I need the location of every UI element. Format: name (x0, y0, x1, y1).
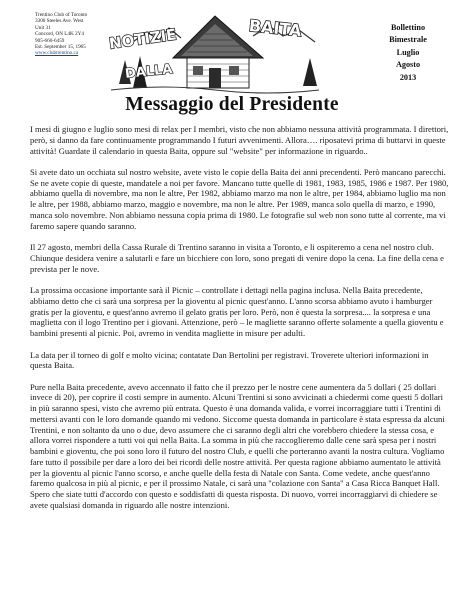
club-established: Est. September 15, 1965 (35, 44, 86, 51)
issue-year: 2013 (399, 72, 417, 82)
newsletter-label: Bollettino (390, 23, 426, 32)
newsletter-issue-block (368, 22, 448, 84)
paragraph-cassa-rurale: Il 27 agosto, membri della Cassa Rurale di Trentino saranno in visita a Toronto, e li ospiteremo a cena nel nostro club. Chiunque desidera venire a salutarli e fare un bicchiere con loro, sono pregati di venire dopo la cena. La fine della cena e prevista per le nove. (30, 242, 444, 274)
issue-month-1: Luglio (396, 47, 420, 57)
paragraph-intro: I mesi di giugno e luglio sono mesi di relax per I membri, visto che non abbiamo nessuna attività programmata. I direttori, però, si danno da fare continuamente programmando I futuri avvenimenti. Allora…. riposatevi prima di buttarvi in queste attività! Guardate il calendario in questa Baita, oppure sul "website" per informazione in riguardo.. (30, 124, 449, 156)
club-website-link[interactable]: www.clubtrentino.ca (35, 50, 79, 57)
club-name: Trentino Club of Toronto (35, 12, 88, 18)
club-phone: 905-660-6459 (35, 37, 65, 44)
newsletter-frequency: Bimestrale (389, 35, 427, 45)
newsletter-header (0, 0, 464, 100)
page-title: Messaggio del Presidente (125, 94, 339, 115)
logo-word-dalla: DALLA (124, 61, 174, 82)
club-unit: Unit 31 (35, 24, 51, 31)
paragraph-dinner-price: Pure nella Baita precedente, avevo accennato il fatto che il prezzo per le nostre cene aumentera da 5 dollari ( 25 dollari invece di 20), per coprire il costi sempre in aumento. Alcuni Trentini si sono avvicinati a chiedermi come questi 5 dollari in più saranno spesi, visto che avremo più entrata. Questo è una domanda valida, e vorrei incorraggiare tutti i Trentini di mettersi avanti con le loro domande quando mi vedono. Siccome questa domanda in particolare è stata espressa da alcuni Trentini, e non soltanto da uno o due, devo assumere che ci saranno degli altri che vorebbero chiedere la stessa cosa, e allora vorrei rispondere a tutti voi qui nella Baita. La somma in più che raccoglieremo dalle cene sarà spesa per i nostri bambini e gioventu, che poi sono loro il futuro del nostro Club, e quelli che porteranno avanti la nostra cultura. Vogliamo fare tutto il possibile per dare a loro dei bei ricordi delle nostre attività. Per questa ragione abbiamo aumentato le attività per la gioventu al picnic l'anno scorso, e anche quelle della festa di Natale con Santa. Come vedete, anche quest'anno faremo qualcosa in più al picnic, e per il prossimo Natale, ci sarà una "colazione con Santa" a Casa Ricca Banquet Hall. Spero che siate tutti d'accordo con questo e soddisfatti di questa risposta. Di nuovo, vorrei incorraggiarvi di chiedere se avete qualsiasi domanda in riguardo alle nostre intenzioni. (30, 381, 445, 510)
paragraph-golf: La data per il torneo di golf e molto vicina; contatate Dan Bertolini per registravi. Troverete ulteriori informazioni in questa Baita. (30, 349, 429, 371)
paragraph-archive: Si avete dato un occhiata sul nostro website, avete visto le copie della Baita dei anni precendenti. Però mancano parecchi. Se ne avete copie di queste, mandatele a noi per favore. Mancano tutte quelle di 1981, 1983, 1985, 1986 e 1987. Per 1980, abbiamo quella di novembre, ma non le altre, Per 1982, abbiamo marzo ma non le altre, per 1984, abbiamo luglio ma non le altre, per 1988, abbiamo marzo, maggio e novembre, ma non le altre. Per 1989, manca solo quella di marzo, e 1990, manca solo novembre. Non abbiamo nessuna copia prima di 1980. Le fotografie sul web non sono tutte al corrente, ma vi faremo sapere quando saranno. (30, 166, 449, 231)
baita-logo (103, 6, 325, 98)
club-street: 3300 Steeles Ave. West (35, 18, 84, 25)
article-body (30, 124, 450, 521)
issue-month-2: Agosto (395, 60, 421, 70)
logo-word-baita: BAITA (248, 15, 303, 41)
club-city: Concord, ON L4K 2Y4 (35, 31, 84, 38)
club-address-block (35, 12, 87, 57)
paragraph-picnic: La prossima occasione importante sarà il Picnic – controllate i dettagi nella pagina inclusa. Nella Baita precedente, abbiamo detto che ci sarà una sorpresa per la gioventu al picnic quest'anno. L'anno scorsa abbiamo avuto i hamburger gratis per la gioventu, e quest'anno avremo il gelato gratis per loro. Però, non è questa la sorpresa.... la sorpresa e una maglietta con il logo Trentino per i giovani. Attenzione, però – le magliette saranno offerte solamente a quella gioventu e bambini presenti al picnic. Poi, avremo in vendita magliette in misure per adulti. (30, 285, 444, 339)
logo-word-notizie: NOTIZIE (107, 25, 178, 53)
